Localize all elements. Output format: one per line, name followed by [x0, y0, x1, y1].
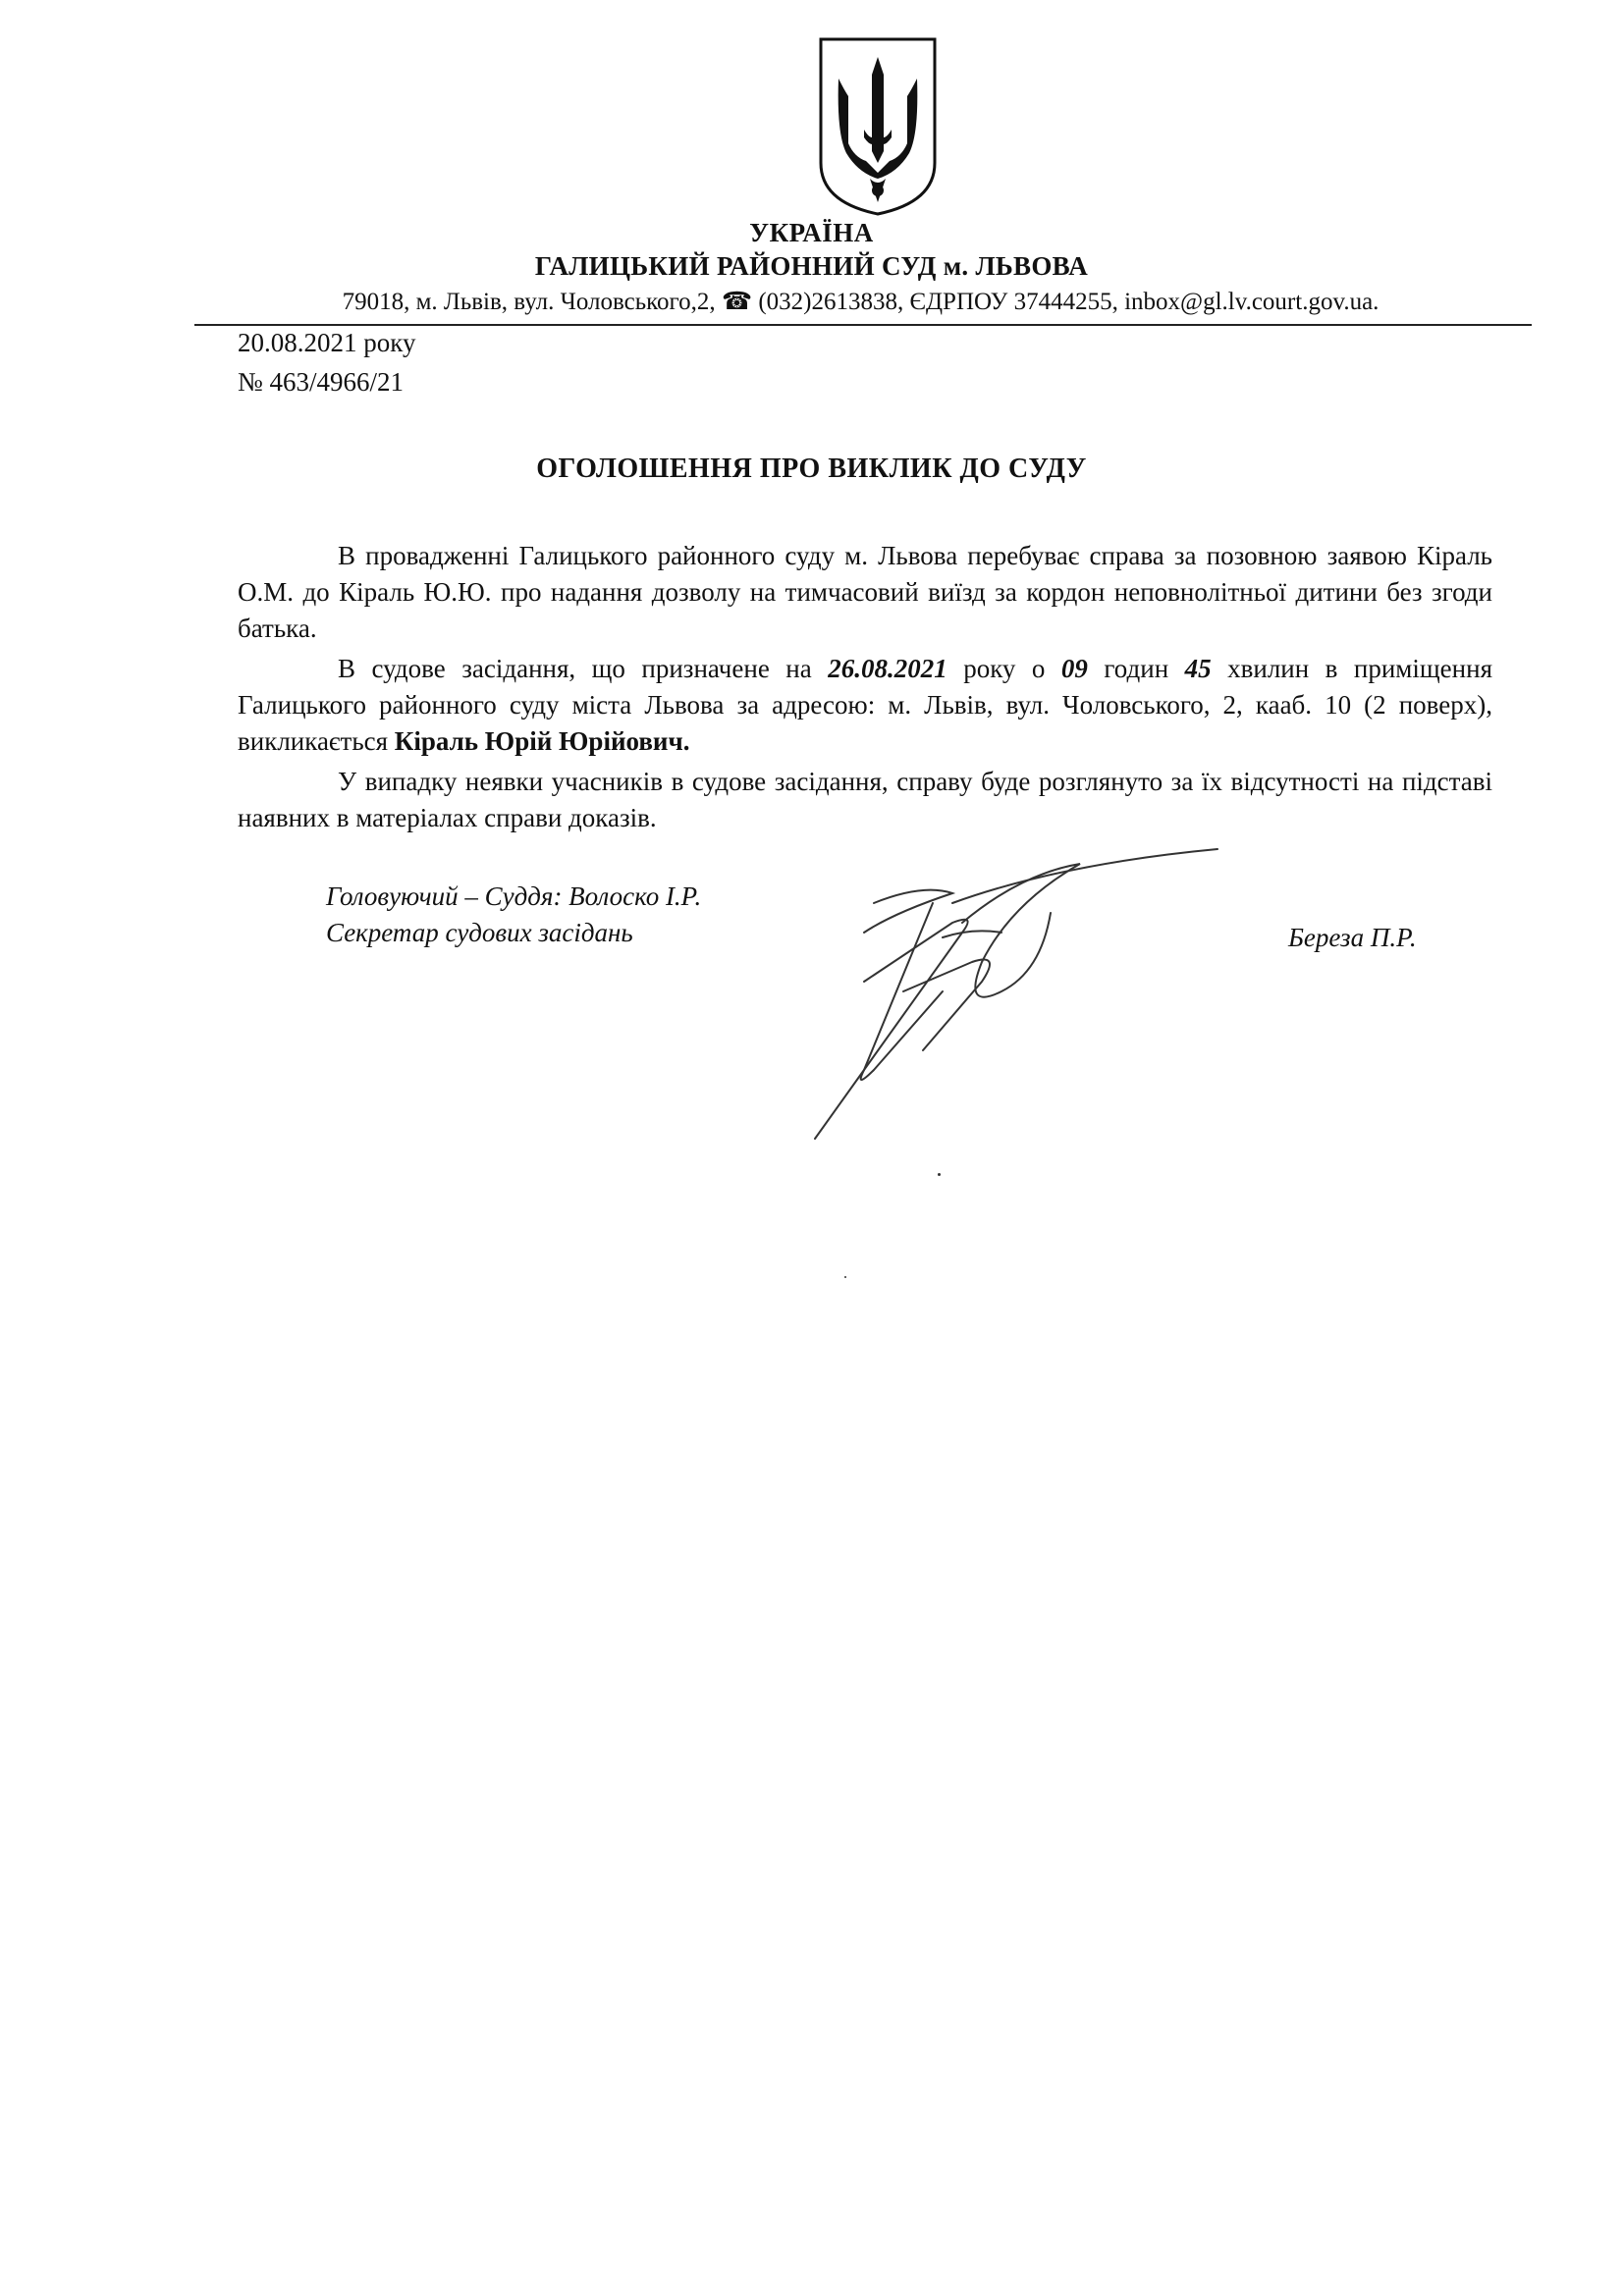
hearing-text-d: хвилин в приміщення Галицького районного суду міста Львова за адресою: м. Львів, вул. Чоловського, 2, кааб. 10 (2 поверх), викликається	[238, 654, 1492, 756]
address-right: (032)2613838, ЄДРПОУ 37444255, inbox@gl.lv.court.gov.ua.	[752, 289, 1380, 315]
hearing-text-c: годин	[1087, 654, 1185, 683]
secretary-signature-line: Секретар судових засідань	[326, 918, 633, 947]
paragraph-case-info: В провадженні Галицького районного суду м. Львова перебуває справа за позовною заявою Кіраль О.М. до Кіраль Ю.Ю. про надання дозволу на тимчасовий виїзд за кордон неповнолітньої дитини без згоди батька.	[238, 541, 1492, 643]
case-number: № 463/4966/21	[238, 367, 405, 397]
document-date: 20.08.2021 року	[238, 328, 416, 357]
paragraph-absence-notice: У випадку неявки учасників в судове засідання, справу буде розглянуто за їх відсутності на підставі наявних в матеріалах справи доказів.	[238, 767, 1492, 832]
document-title: ОГОЛОШЕННЯ ПРО ВИКЛИК ДО СУДУ	[536, 454, 1087, 484]
secretary-name: Береза П.Р.	[1288, 923, 1417, 952]
hearing-date: 26.08.2021	[828, 654, 947, 683]
country-heading: УКРАЇНА	[749, 218, 874, 247]
scan-speck	[844, 1276, 846, 1278]
summoned-person: Кіраль Юрій Юрійович.	[394, 726, 690, 756]
header-divider	[194, 324, 1532, 326]
hearing-minutes: 45	[1184, 654, 1212, 683]
court-address-line	[196, 287, 1525, 316]
trident-coat-of-arms-icon	[817, 35, 939, 218]
paragraph-hearing	[238, 651, 1492, 760]
telephone-icon: ☎	[721, 289, 753, 315]
handwritten-signature-icon	[805, 844, 1237, 1158]
hearing-text-b: року о	[947, 654, 1061, 683]
address-left: 79018, м. Львів, вул. Чоловського,2,	[342, 289, 722, 315]
hearing-hour: 09	[1060, 654, 1088, 683]
hearing-text-a: В судове засідання, що призначене на	[338, 654, 829, 683]
scan-speck	[938, 1173, 941, 1176]
court-name-heading: ГАЛИЦЬКИЙ РАЙОННИЙ СУД м. ЛЬВОВА	[534, 251, 1089, 281]
judge-signature-line: Головуючий – Суддя: Волоско І.Р.	[326, 881, 702, 911]
